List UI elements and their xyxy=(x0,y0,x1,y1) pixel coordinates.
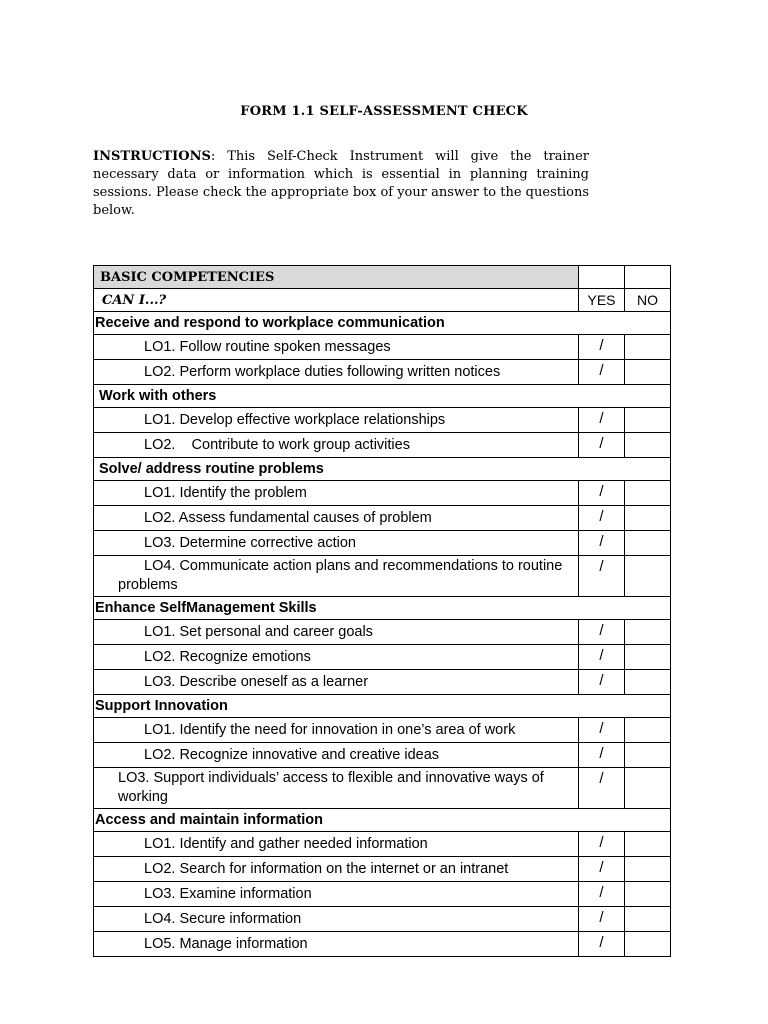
lo-text: LO3. Determine corrective action xyxy=(94,531,579,556)
can-i-row xyxy=(94,289,671,312)
form-title: FORM 1.1 SELF-ASSESSMENT CHECK xyxy=(240,104,528,119)
lo-text: LO5. Manage information xyxy=(94,932,579,957)
lo-text: LO4. Secure information xyxy=(94,907,579,932)
basic-competencies-header: BASIC COMPETENCIES xyxy=(94,266,579,289)
lo-text: LO3. Describe oneself as a learner xyxy=(94,670,579,695)
no-checkbox[interactable] xyxy=(625,556,671,597)
section-row xyxy=(94,809,671,832)
no-checkbox[interactable] xyxy=(625,882,671,907)
no-checkbox[interactable] xyxy=(625,360,671,385)
no-column-header: NO xyxy=(625,289,671,312)
header-blank-no xyxy=(625,266,671,289)
table-row xyxy=(94,907,671,932)
can-i-label: CAN I...? xyxy=(94,289,579,312)
no-checkbox[interactable] xyxy=(625,481,671,506)
yes-checkbox[interactable]: / xyxy=(579,670,625,695)
lo-text: LO4. Communicate action plans and recommendations to routine problems xyxy=(94,556,579,597)
yes-checkbox[interactable]: / xyxy=(579,882,625,907)
yes-checkbox[interactable]: / xyxy=(579,743,625,768)
lo-text: LO1. Develop effective workplace relationships xyxy=(94,408,579,433)
no-checkbox[interactable] xyxy=(625,506,671,531)
section-row xyxy=(94,597,671,620)
no-checkbox[interactable] xyxy=(625,768,671,809)
table-header-row xyxy=(94,266,671,289)
yes-checkbox[interactable]: / xyxy=(579,857,625,882)
yes-checkbox[interactable]: / xyxy=(579,620,625,645)
no-checkbox[interactable] xyxy=(625,645,671,670)
table-row xyxy=(94,857,671,882)
instructions-text: : This Self-Check Instrument will give the trainer necessary data or information which is essential in planning training sessions. Please check the appropriate box of your answer to the questions below. xyxy=(93,149,589,218)
lo-text: LO3. Support individuals’ access to flexible and innovative ways of working xyxy=(94,768,579,809)
table-row xyxy=(94,408,671,433)
no-checkbox[interactable] xyxy=(625,620,671,645)
section-title: Solve/ address routine problems xyxy=(94,458,671,481)
no-checkbox[interactable] xyxy=(625,531,671,556)
lo-text: LO2. Recognize innovative and creative ideas xyxy=(94,743,579,768)
yes-checkbox[interactable]: / xyxy=(579,360,625,385)
yes-checkbox[interactable]: / xyxy=(579,506,625,531)
yes-column-header: YES xyxy=(579,289,625,312)
table-row xyxy=(94,620,671,645)
instructions-label: INSTRUCTIONS xyxy=(93,149,211,164)
lo-text: LO1. Follow routine spoken messages xyxy=(94,335,579,360)
table-row xyxy=(94,335,671,360)
no-checkbox[interactable] xyxy=(625,832,671,857)
lo-text: LO1. Set personal and career goals xyxy=(94,620,579,645)
lo-text: LO1. Identify and gather needed information xyxy=(94,832,579,857)
no-checkbox[interactable] xyxy=(625,433,671,458)
lo-text: LO2. Search for information on the internet or an intranet xyxy=(94,857,579,882)
section-title: Access and maintain information xyxy=(94,809,671,832)
table-row xyxy=(94,768,671,809)
no-checkbox[interactable] xyxy=(625,335,671,360)
section-row xyxy=(94,385,671,408)
yes-checkbox[interactable]: / xyxy=(579,481,625,506)
yes-checkbox[interactable]: / xyxy=(579,335,625,360)
no-checkbox[interactable] xyxy=(625,932,671,957)
no-checkbox[interactable] xyxy=(625,408,671,433)
table-row xyxy=(94,670,671,695)
section-title: Support Innovation xyxy=(94,695,671,718)
table-row xyxy=(94,506,671,531)
yes-checkbox[interactable]: / xyxy=(579,645,625,670)
table-row xyxy=(94,832,671,857)
yes-checkbox[interactable]: / xyxy=(579,718,625,743)
section-row xyxy=(94,458,671,481)
lo-text: LO2. Contribute to work group activities xyxy=(94,433,579,458)
no-checkbox[interactable] xyxy=(625,857,671,882)
no-checkbox[interactable] xyxy=(625,670,671,695)
table-row xyxy=(94,531,671,556)
self-assessment-table xyxy=(93,265,671,957)
yes-checkbox[interactable]: / xyxy=(579,556,625,597)
yes-checkbox[interactable]: / xyxy=(579,408,625,433)
table-row xyxy=(94,433,671,458)
section-row xyxy=(94,695,671,718)
lo-text: LO2. Recognize emotions xyxy=(94,645,579,670)
lo-text: LO3. Examine information xyxy=(94,882,579,907)
yes-checkbox[interactable]: / xyxy=(579,932,625,957)
table-row xyxy=(94,718,671,743)
no-checkbox[interactable] xyxy=(625,907,671,932)
yes-checkbox[interactable]: / xyxy=(579,832,625,857)
lo-text: LO2. Perform workplace duties following written notices xyxy=(94,360,579,385)
lo-text: LO1. Identify the problem xyxy=(94,481,579,506)
section-title: Work with others xyxy=(94,385,671,408)
no-checkbox[interactable] xyxy=(625,718,671,743)
yes-checkbox[interactable]: / xyxy=(579,768,625,809)
table-row xyxy=(94,360,671,385)
lo-text: LO1. Identify the need for innovation in one’s area of work xyxy=(94,718,579,743)
table-row xyxy=(94,932,671,957)
table-row xyxy=(94,481,671,506)
yes-checkbox[interactable]: / xyxy=(579,433,625,458)
table-row xyxy=(94,645,671,670)
table-row xyxy=(94,882,671,907)
section-row xyxy=(94,312,671,335)
no-checkbox[interactable] xyxy=(625,743,671,768)
table-row xyxy=(94,556,671,597)
yes-checkbox[interactable]: / xyxy=(579,907,625,932)
instructions-paragraph xyxy=(93,148,589,220)
lo-text: LO2. Assess fundamental causes of problem xyxy=(94,506,579,531)
section-title: Enhance SelfManagement Skills xyxy=(94,597,671,620)
header-blank-yes xyxy=(579,266,625,289)
section-title: Receive and respond to workplace communication xyxy=(94,312,671,335)
table-row xyxy=(94,743,671,768)
yes-checkbox[interactable]: / xyxy=(579,531,625,556)
